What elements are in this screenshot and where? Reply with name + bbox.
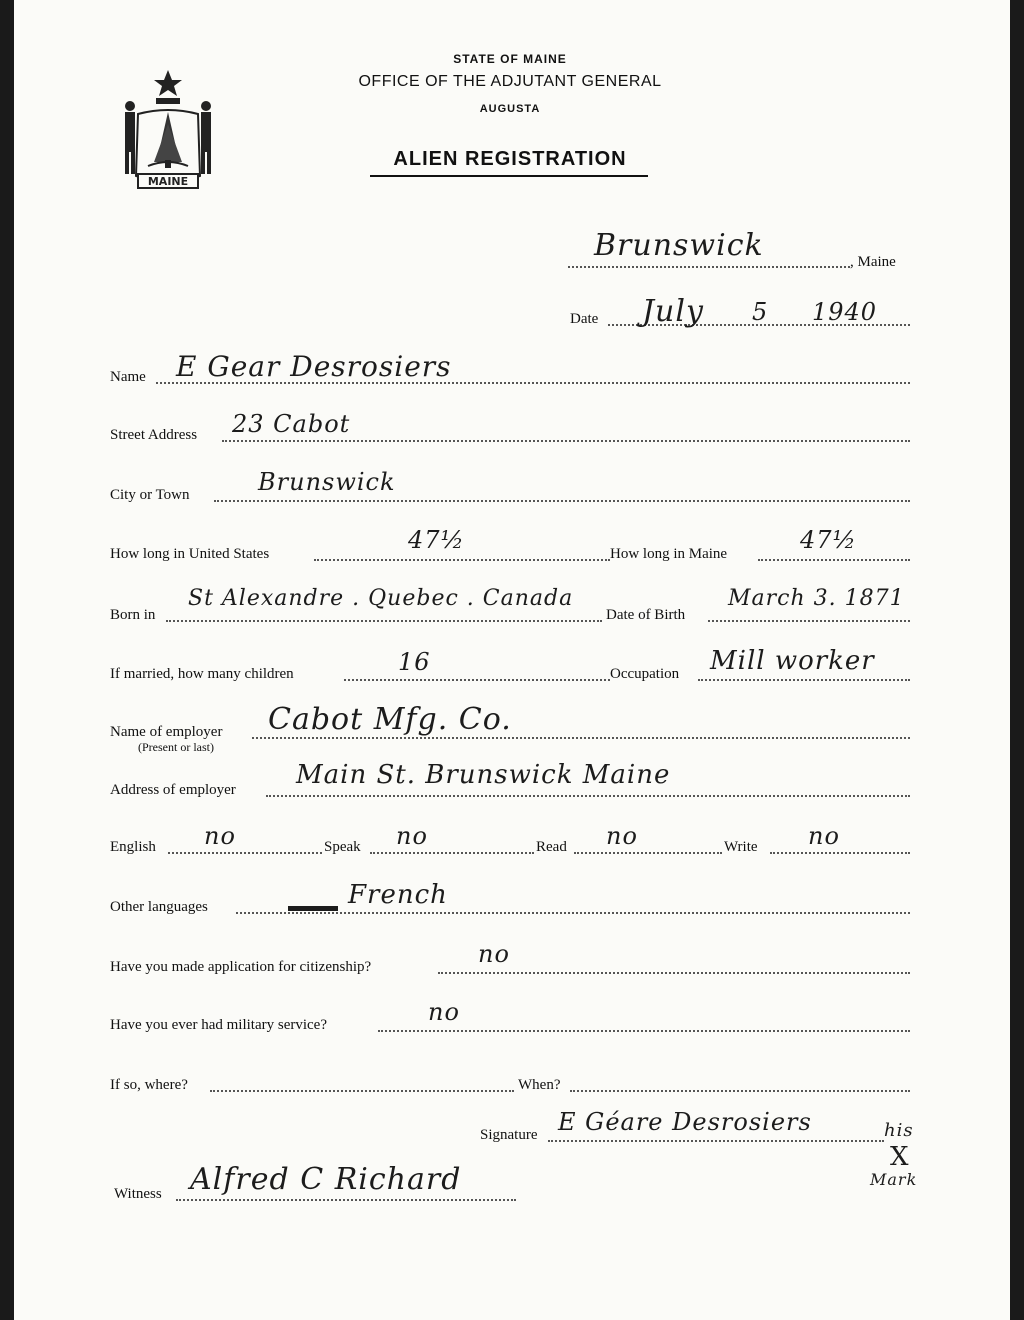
employer-note: (Present or last) bbox=[138, 740, 214, 754]
born-in-line bbox=[166, 620, 602, 622]
write-value: no bbox=[808, 822, 840, 850]
citizenship-line bbox=[438, 972, 910, 974]
where-line bbox=[210, 1090, 514, 1092]
speak-value: no bbox=[396, 822, 428, 850]
employer-address-line bbox=[266, 795, 910, 797]
how-long-us-value: 47½ bbox=[408, 526, 465, 554]
witness-value: Alfred C Richard bbox=[190, 1162, 462, 1197]
military-label: Have you ever had military service? bbox=[110, 1017, 327, 1033]
military-value: no bbox=[428, 998, 460, 1026]
date-label: Date bbox=[570, 311, 599, 327]
write-line bbox=[770, 852, 910, 854]
form-title: ALIEN REGISTRATION bbox=[393, 148, 627, 170]
signature-line bbox=[548, 1140, 884, 1142]
his-value: his bbox=[884, 1120, 914, 1141]
street-line bbox=[222, 440, 910, 442]
mark-word-value: Mark bbox=[870, 1170, 918, 1189]
strikeout-mark bbox=[288, 906, 338, 911]
name-label: Name bbox=[110, 369, 146, 385]
how-long-maine-line bbox=[758, 559, 910, 561]
other-languages-value: French bbox=[348, 880, 448, 910]
date-year-value: 1940 bbox=[812, 298, 878, 326]
city-line bbox=[214, 500, 910, 502]
date-day-value: 5 bbox=[752, 298, 769, 326]
header-city: AUGUSTA bbox=[479, 103, 541, 115]
citizenship-label: Have you made application for citizenship? bbox=[110, 959, 372, 975]
how-long-maine-value: 47½ bbox=[800, 526, 857, 554]
how-long-maine-label: How long in Maine bbox=[610, 546, 728, 562]
how-long-us-label: How long in United States bbox=[110, 546, 270, 562]
born-in-label: Born in bbox=[110, 607, 156, 623]
occupation-line bbox=[698, 679, 910, 681]
other-languages-label: Other languages bbox=[110, 899, 208, 915]
other-languages-line bbox=[236, 912, 910, 914]
witness-label: Witness bbox=[114, 1186, 162, 1202]
header-state: STATE OF MAINE bbox=[453, 52, 567, 66]
registration-form-page bbox=[14, 0, 1010, 1320]
when-line bbox=[570, 1090, 910, 1092]
date-month-value: July bbox=[642, 294, 704, 329]
street-label: Street Address bbox=[110, 427, 198, 443]
where-label: If so, where? bbox=[110, 1077, 188, 1093]
how-long-us-line bbox=[314, 559, 610, 561]
svg-text:MAINE: MAINE bbox=[147, 175, 189, 188]
read-line bbox=[574, 852, 722, 854]
read-label: Read bbox=[536, 839, 567, 855]
employer-address-value: Main St. Brunswick Maine bbox=[296, 760, 671, 790]
occupation-label: Occupation bbox=[610, 666, 680, 682]
maine-label: , Maine bbox=[850, 254, 896, 270]
city-label: City or Town bbox=[110, 487, 190, 503]
name-value: E Gear Desrosiers bbox=[176, 350, 452, 383]
signature-value: E Géare Desrosiers bbox=[558, 1108, 812, 1136]
employer-value: Cabot Mfg. Co. bbox=[268, 702, 512, 737]
employer-label: Name of employer bbox=[110, 724, 223, 740]
speak-line bbox=[370, 852, 534, 854]
witness-line bbox=[176, 1199, 516, 1201]
english-label: English bbox=[110, 839, 156, 855]
dob-value: March 3. 1871 bbox=[728, 586, 905, 611]
dob-label: Date of Birth bbox=[606, 607, 686, 623]
employer-line bbox=[252, 737, 910, 739]
citizenship-value: no bbox=[478, 940, 510, 968]
when-label: When? bbox=[518, 1077, 561, 1093]
write-label: Write bbox=[724, 839, 758, 855]
speak-label: Speak bbox=[324, 839, 361, 855]
dob-line bbox=[708, 620, 910, 622]
military-line bbox=[378, 1030, 910, 1032]
born-in-value: St Alexandre . Quebec . Canada bbox=[188, 586, 574, 611]
english-line bbox=[168, 852, 322, 854]
occupation-value: Mill worker bbox=[710, 646, 875, 676]
mark-x-value: X bbox=[890, 1142, 910, 1172]
town-value: Brunswick bbox=[594, 228, 764, 263]
maine-state-seal-icon bbox=[118, 66, 218, 190]
children-label: If married, how many children bbox=[110, 666, 294, 682]
employer-address-label: Address of employer bbox=[110, 782, 236, 798]
street-value: 23 Cabot bbox=[232, 410, 351, 438]
english-value: no bbox=[204, 822, 236, 850]
children-value: 16 bbox=[398, 648, 431, 676]
header-office: OFFICE OF THE ADJUTANT GENERAL bbox=[358, 73, 662, 90]
town-line bbox=[568, 266, 850, 268]
read-value: no bbox=[606, 822, 638, 850]
title-underline bbox=[370, 175, 648, 177]
signature-label: Signature bbox=[480, 1127, 538, 1143]
city-value: Brunswick bbox=[258, 468, 396, 496]
children-line bbox=[344, 679, 610, 681]
